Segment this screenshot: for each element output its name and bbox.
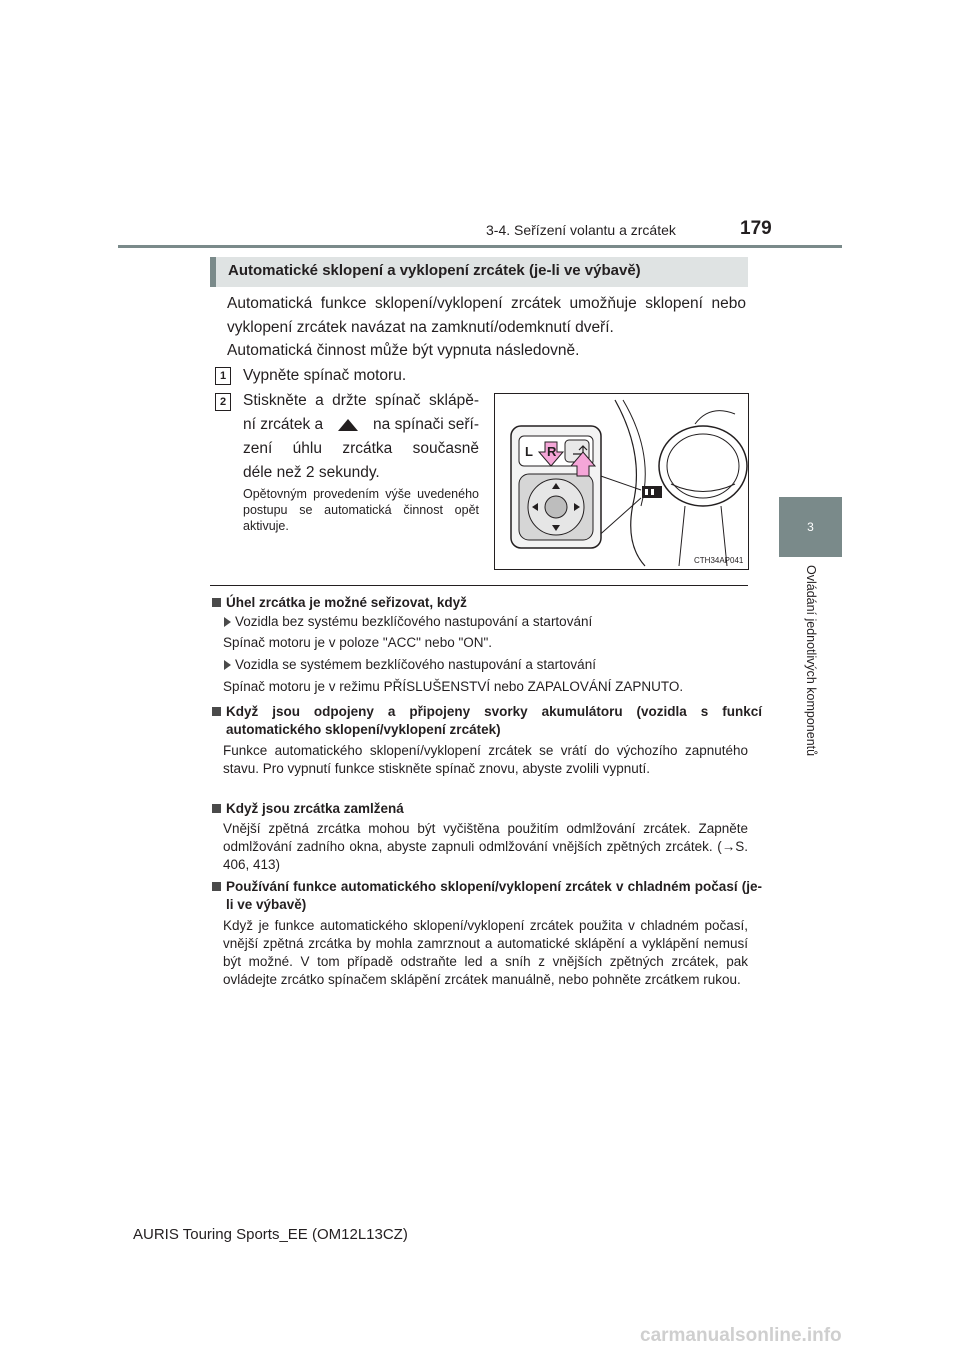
section-header: 3-4. Seřízení volantu a zrcátek: [486, 222, 676, 238]
note-heading-4: [212, 878, 762, 914]
triangle-bullet-icon: [224, 660, 231, 670]
step-2-note: Opětovným provedením výše uvedeného postupu se automatická činnost opět aktivuje.: [243, 487, 479, 533]
illustration-code: CTH34AP041: [694, 556, 744, 565]
step-number-2: 2: [215, 393, 231, 411]
note-heading-1-text: Úhel zrcátka je možné seřizovat, když: [226, 595, 467, 610]
intro-paragraph: Automatická funkce sklopení/vyklopení zrcátek umožňuje sklopení nebo vyklopení zrcátek navázat na zamknutí/odemknutí dveří.: [227, 295, 746, 336]
note-heading-2: [212, 703, 762, 739]
step-2-text: [243, 389, 479, 485]
step-2-line-1: Stiskněte a držte spínač sklápě-: [243, 392, 479, 409]
chapter-label: [804, 565, 832, 865]
note-heading-3: [212, 800, 762, 818]
intro-paragraph-2: Automatická činnost může být vypnuta následovně.: [227, 342, 580, 359]
note-1-bullet-2: [224, 656, 749, 674]
label-r: R: [547, 444, 557, 459]
note-heading-2-text: Když jsou odpojeny a připojeny svorky akumulátoru (vozidla s funkcí automatického sklopení/vyklopení zrcátek): [226, 704, 762, 737]
step-1-text: Vypněte spínač motoru.: [243, 367, 407, 384]
illustration-drawing: [495, 394, 748, 569]
note-heading-1: [212, 594, 762, 612]
section-title-box: [210, 257, 748, 287]
header-rule: [118, 245, 842, 248]
label-l: L: [525, 444, 533, 459]
step-2-line-4: déle než 2 sekundy.: [243, 464, 380, 481]
note-1-bullet-2-text: Vozidla se systémem bezklíčového nastupování a startování: [235, 657, 596, 672]
page-number: 179: [740, 218, 772, 239]
note-3-text: Vnější zpětná zrcátka mohou být vyčištěna použitím odmlžování zrcátek. Zapněte odmlžování zadního okna, abyste zapnuli odmlžování vnějších zpětných zrcátek. (→S. 406, 413): [223, 821, 748, 872]
note-1-bullet-1-text: Vozidla bez systému bezklíčového nastupování a startování: [235, 614, 593, 629]
watermark: carmanualsonline.info: [640, 1325, 842, 1346]
note-4-text: Když je funkce automatického sklopení/vyklopení zrcátek použita v chladném počasí, vnější zpětná zrcátka by mohla zamrznout a automatické sklápění a vyklápění nemusí být možné. V tom případě odstraňte led a sníh z vnějších zpětných zrcátek, pak ovládejte zrcátko spínačem sklápění zrcátek manuálně, nebo pohněte zrcátkem rukou.: [223, 918, 748, 987]
chapter-tab: 3: [779, 497, 842, 557]
note-heading-4-text: Používání funkce automatického sklopení/vyklopení zrcátek v chladném počasí (je-li ve výbavě): [226, 879, 762, 912]
mirror-switch-illustration: [494, 393, 749, 570]
square-bullet-icon: [212, 598, 221, 607]
step-2-line-2a: ní zrcátek a: [243, 416, 324, 433]
step-number-1: 1: [215, 367, 231, 385]
note-heading-3-text: Když jsou zrcátka zamlžená: [226, 801, 404, 816]
step-2-line-2: [243, 413, 479, 437]
square-bullet-icon: [212, 882, 221, 891]
note-1-bullet-1: [224, 613, 749, 631]
square-bullet-icon: [212, 804, 221, 813]
section-title: Automatické sklopení a vyklopení zrcátek (je-li ve výbavě): [228, 262, 641, 279]
square-bullet-icon: [212, 707, 221, 716]
note-1-text-2: Spínač motoru je v režimu PŘÍSLUŠENSTVÍ nebo ZAPALOVÁNÍ ZAPNUTO.: [223, 679, 684, 694]
divider: [210, 585, 748, 586]
note-1-text-1: Spínač motoru je v poloze "ACC" nebo "ON".: [223, 635, 493, 650]
chapter-label-text: Ovládání jednotlivých komponentů: [804, 565, 818, 757]
fold-triangle-icon: [338, 419, 358, 431]
step-2-line-2b: na spínači seří-: [373, 416, 479, 433]
note-2-text: Funkce automatického sklopení/vyklopení zrcátek se vrátí do výchozího zapnutého stavu. Pro vypnutí funkce stiskněte spínač znovu, abyste zvolili vypnutí.: [223, 743, 748, 776]
step-2-line-3: zení úhlu zrcátka současně: [243, 440, 479, 457]
footer-model: AURIS Touring Sports_EE (OM12L13CZ): [133, 1226, 408, 1243]
triangle-bullet-icon: [224, 617, 231, 627]
